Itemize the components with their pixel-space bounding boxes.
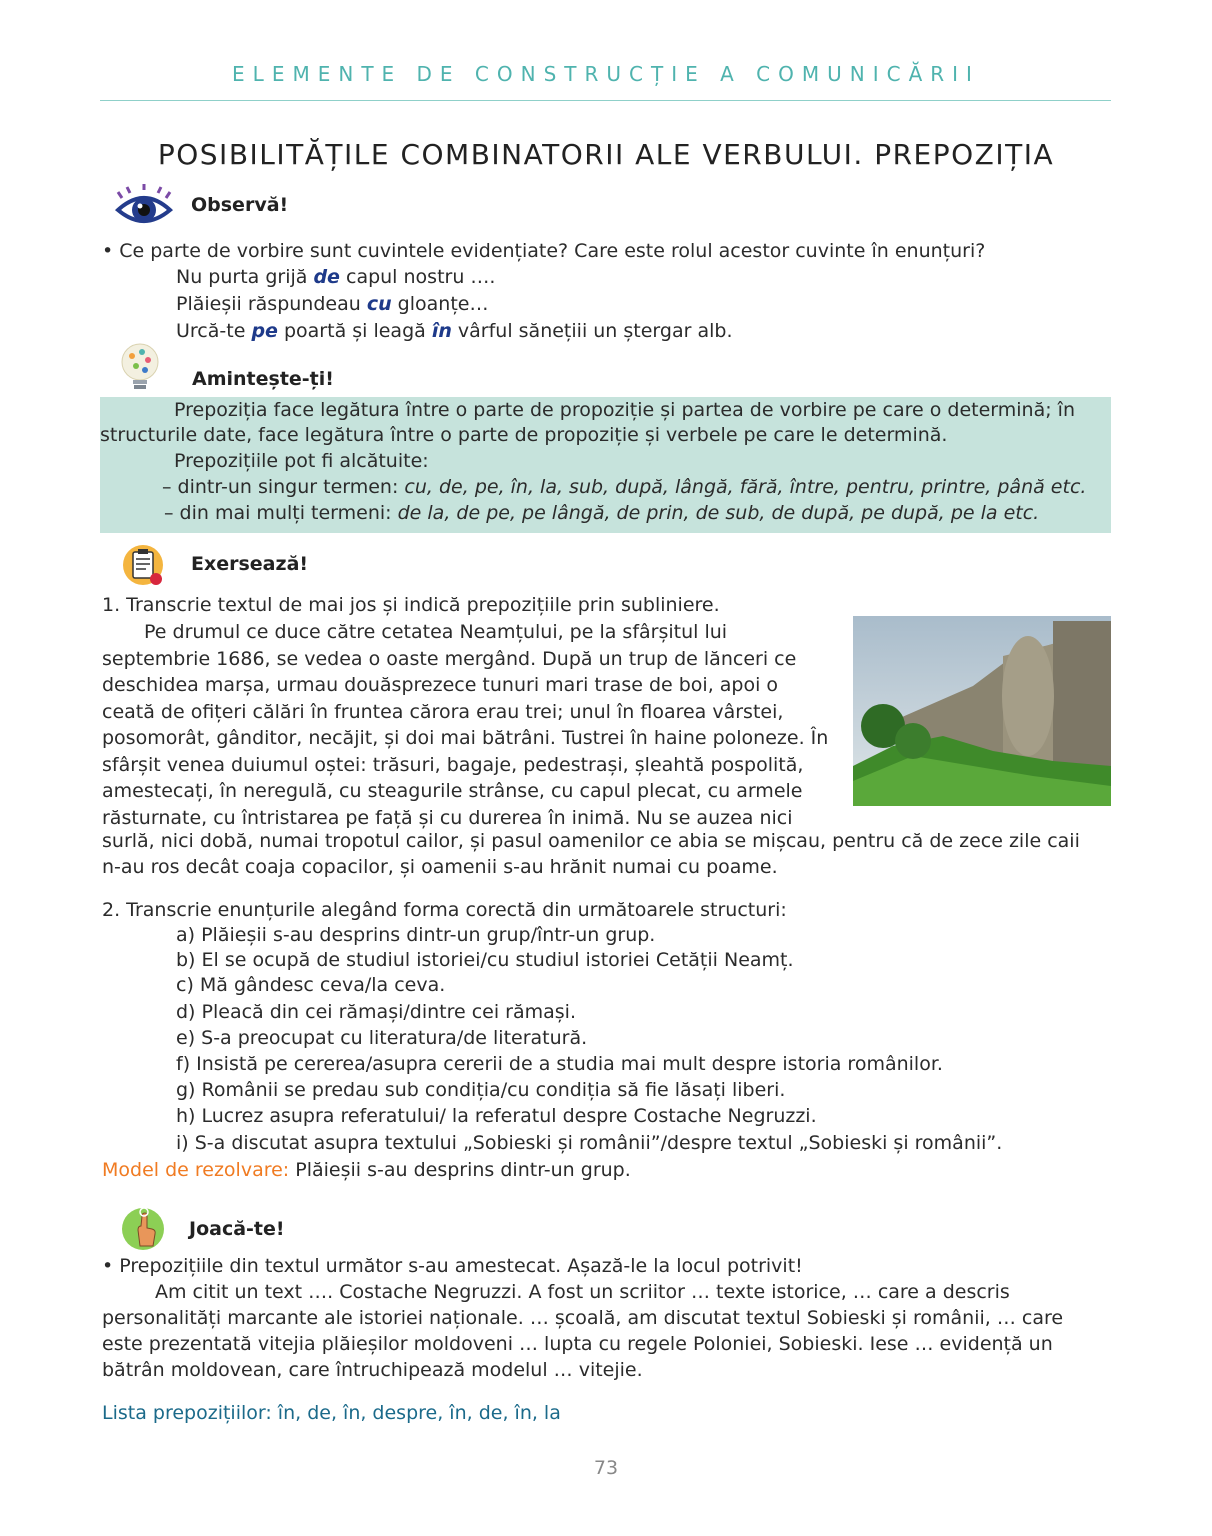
aminteste-title: Amintește-ți!	[192, 368, 334, 390]
reminder-line: structurile date, face legătura între o parte de propoziție și verbele pe care le determină.	[100, 424, 948, 446]
exercise-item: a) Plăieșii s-au desprins dintr-un grup/într-un grup.	[176, 924, 656, 946]
text-line: Pe drumul ce duce către cetatea Neamțului, pe la sfârșitul lui	[144, 621, 728, 643]
reminder-line: – dintr-un singur termen: cu, de, pe, în, la, sub, după, lângă, fără, între, pentru, printre, până etc.	[162, 476, 1087, 498]
exercise-item: c) Mă gândesc ceva/la ceva.	[176, 974, 446, 996]
page-title: POSIBILITĂȚILE COMBINATORII ALE VERBULUI. PREPOZIȚIA	[157, 138, 1055, 171]
example-line: Plăieșii răspundeau cu gloanțe…	[176, 293, 489, 315]
text-line: septembrie 1686, se vedea o oaste mergând. După un trup de lănceri ce	[102, 647, 797, 670]
reminder-line: – din mai mulți termeni: de la, de pe, pe lângă, de prin, de sub, de după, pe după, pe la etc.	[164, 502, 1040, 524]
exercise-item: h) Lucrez asupra referatului/ la referatul despre Costache Negruzzi.	[176, 1105, 817, 1127]
text-line: amestecați, în neregulă, cu steagurile strânse, cu capul plecat, cu armele	[102, 780, 803, 802]
text-line: răsturnate, cu întristarea pe față și cu durerea în inimă. Nu se auzea nici	[102, 806, 793, 829]
clipboard-icon	[122, 542, 166, 588]
text-line: surlă, nici dobă, numai tropotul cailor, și pasul oamenilor ce abia se mișcau, pentru că de zece zile caii	[102, 830, 1080, 852]
text-line: ceată de ofițeri călări în fruntea cărora erau trei; unul în floarea vârstei,	[102, 700, 784, 723]
header-divider	[100, 100, 1111, 101]
observa-question: • Ce parte de vorbire sunt cuvintele evidențiate? Care este rolul acestor cuvinte în enunțuri?	[102, 240, 986, 262]
fortress-photo	[853, 616, 1111, 806]
eye-icon	[114, 184, 174, 234]
exercise-item: f) Insistă pe cererea/asupra cererii de a studia mai mult despre istoria românilor.	[176, 1053, 943, 1075]
text-line: este prezentată vitejia plăieșilor moldoveni … lupta cu regele Poloniei, Sobieski. Iese … evidență un	[102, 1333, 1053, 1355]
text-line: personalități marcante ale istoriei naționale. … școală, am discutat textul Sobieski și românii, … care	[102, 1307, 1064, 1329]
task-2: 2. Transcrie enunțurile alegând forma corectă din următoarele structuri:	[102, 899, 787, 921]
running-header: ELEMENTE DE CONSTRUCȚIE A COMUNICĂRII	[232, 62, 980, 86]
exercise-item: e) S-a preocupat cu literatura/de literatură.	[176, 1027, 588, 1049]
text-line: n-au ros decât coaja copacilor, și oamenii s-au hrănit numai cu poame.	[102, 856, 778, 878]
reminder-line: Prepozițiile pot fi alcătuite:	[174, 450, 429, 472]
text-line: posomorât, gânditor, necăjit, și doi mai bătrâni. Tustrei în haine poloneze. În	[102, 727, 829, 749]
observa-title: Observă!	[191, 194, 289, 216]
text-line: Am citit un text …. Costache Negruzzi. A fost un scriitor … texte istorice, … care a descris	[155, 1281, 1010, 1303]
exercise-item: d) Pleacă din cei rămași/dintre cei rămași.	[176, 1001, 577, 1023]
exercise-item: b) El se ocupă de studiul istoriei/cu studiul istoriei Cetății Neamț.	[176, 949, 794, 971]
exerseaza-title: Exersează!	[191, 553, 309, 575]
joaca-task: • Prepozițiile din textul următor s-au amestecat. Așază-le la locul potrivit!	[102, 1255, 803, 1277]
text-line: bătrân moldovean, care întruchipează modelul … vitejie.	[102, 1359, 643, 1381]
lightbulb-icon	[118, 342, 162, 394]
reminder-line: Prepoziția face legătura între o parte de propoziție și partea de vorbire pe care o determină; în	[174, 399, 1075, 421]
hand-icon	[120, 1206, 166, 1252]
example-line: Nu purta grijă de capul nostru ….	[176, 266, 496, 288]
joaca-title: Joacă-te!	[189, 1218, 285, 1240]
model-label: Model de rezolvare:	[102, 1159, 290, 1181]
task-1: 1. Transcrie textul de mai jos și indică prepozițiile prin subliniere.	[102, 594, 720, 616]
preposition-list: Lista prepozițiilor: în, de, în, despre, în, de, în, la	[102, 1402, 561, 1424]
page-number: 73	[593, 1457, 619, 1479]
text-line: sfârșit venea duiumul oștei: trăsuri, bagaje, pedestrași, șleahtă pospolită,	[102, 753, 804, 776]
exercise-item: g) Românii se predau sub condiția/cu condiția să fie lăsați liberi.	[176, 1079, 786, 1101]
reminder-box	[100, 397, 1111, 533]
exercise-item: i) S-a discutat asupra textului „Sobieski și românii”/despre textul „Sobieski și românii”.	[176, 1132, 1003, 1154]
text-line: deschidea marșa, urmau douăsprezece tunuri mari trase de boi, apoi o	[102, 674, 779, 696]
example-line: Urcă-te pe poartă și leagă în vârful sănețiii un ștergar alb.	[176, 320, 733, 342]
text-fragment	[102, 619, 833, 831]
model-solution: Model de rezolvare: Plăieșii s-au desprins dintr-un grup.	[102, 1159, 631, 1181]
